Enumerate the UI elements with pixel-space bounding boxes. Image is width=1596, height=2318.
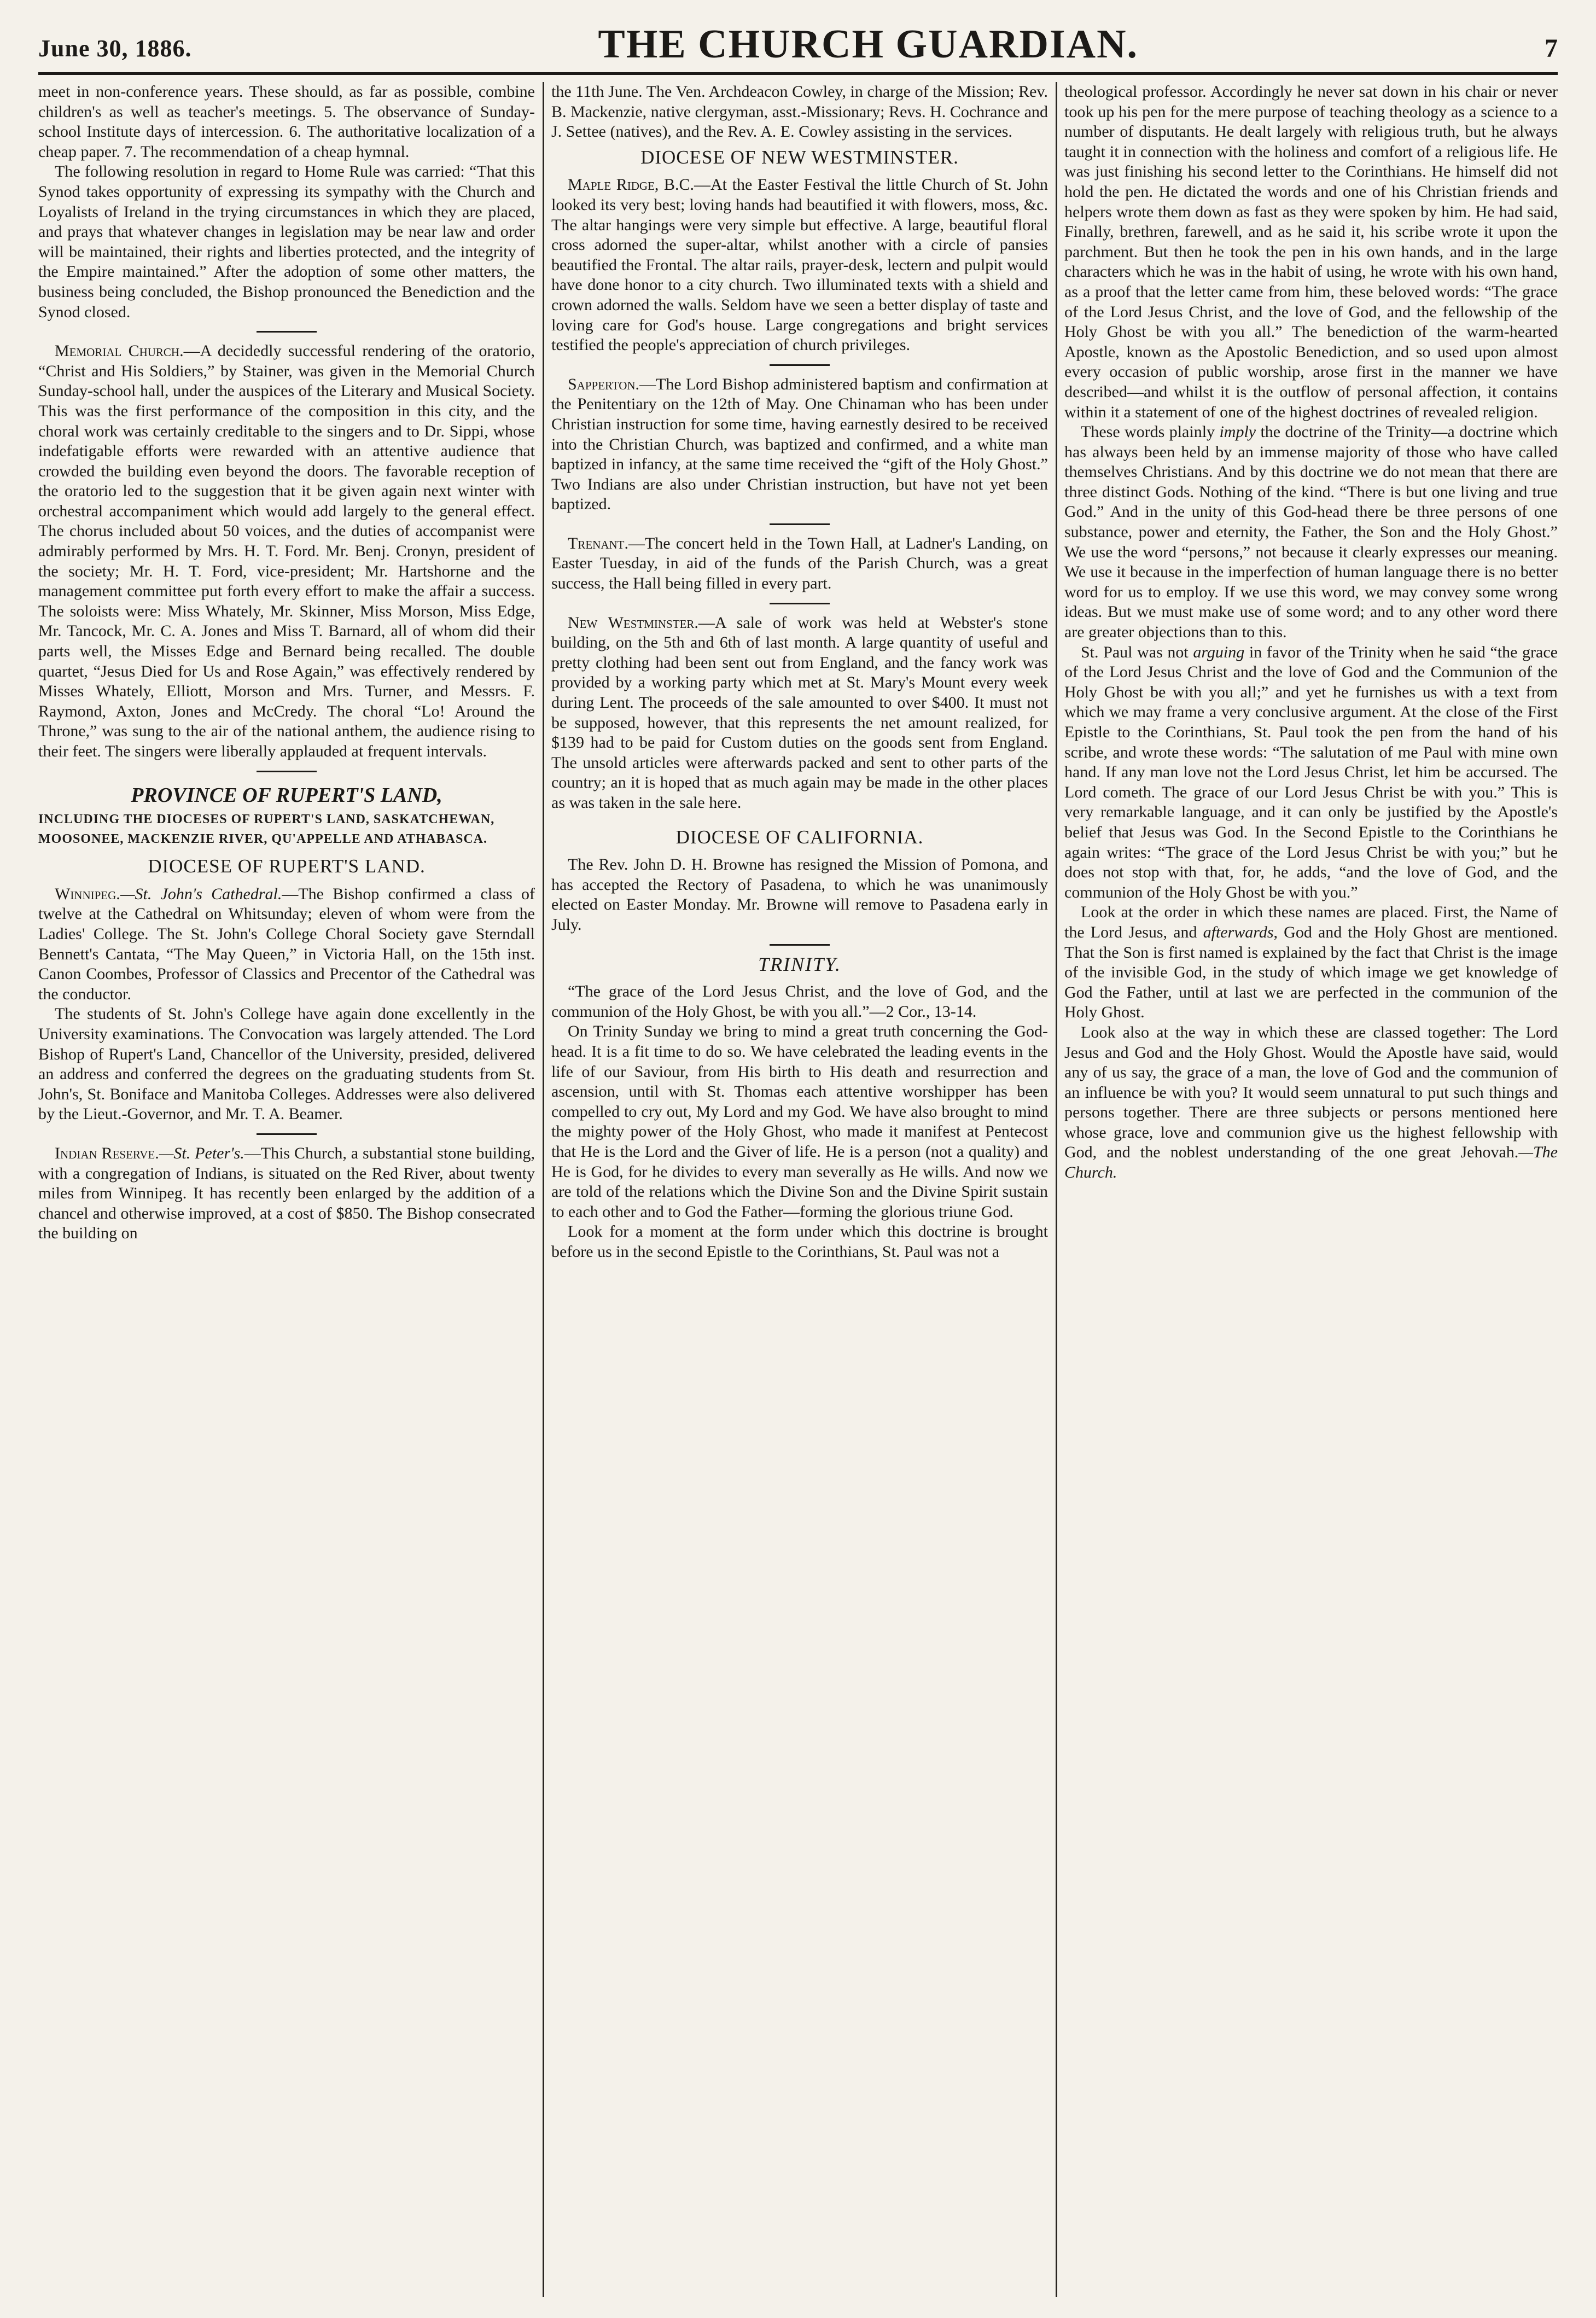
masthead-title: THE CHURCH GUARDIAN. [598, 22, 1139, 67]
article-text: —The Lord Bishop administered baptism and confirmation at the Penitentiary on the 12th of May. One Chinaman who has been under Christian instruction for some time, having earnestly desired to be received into the Christian Church, was baptized and confirmed, and a white man baptized in infancy, at the same time received the “gift of the Holy Ghost.” Two Indians are also under Christian instruction, but have not yet been baptized. [551, 375, 1048, 514]
page-header [38, 15, 1558, 70]
newspaper-page [38, 0, 1558, 2318]
article-text: These words plainly [1081, 423, 1220, 441]
article-text: B.C.—At the Easter Festival the little Church of St. John looked its very best; loving hands had beautified it with flowers, moss, &c. The altar hangings were very simple but effective. A large, beautiful floral cross adorned the super-altar, whilst another with a circle of pansies beautified the Frontal. The altar rails, prayer-desk, lectern and pulpit would have done honor to a city church. Two illuminated texts with a shield and crown adorned the walls. Seldom have we seen a better display of taste and loving care for God's house. Large congregations and bright services testified the people's appreciation of church privileges. [551, 176, 1048, 354]
article-text: —A decidedly successful rendering of the oratorio, “Christ and His Soldiers,” by Stainer, was given in the Memorial Church Sunday-school hall, under the auspices of the Literary and Musical Society. This was the first performance of the composition in this city, and the choral work was certainly creditable to the singers and to Dr. Sippi, whose indefatigable efforts were rewarded with an attentive audience that crowded the building even beyond the doors. The favorable reception of the oratorio led to the suggestion that it be given again next winter with orchestral accompaniment which would add largely to the general effect. The chorus included about 50 voices, and the duties of accompanist were admirably performed by Mrs. H. T. Ford. Mr. Benj. Cronyn, president of the society; Mr. H. T. Ford, vice-president; Mr. Hartshorne and the management committee put forth every effort to make the affair a success. The soloists were: Miss Whately, Mr. Skinner, Miss Morson, Miss Edge, Mr. Tancock, Mr. C. A. Jones and Miss T. Barnard, all of whom did their parts well, the Misses Edge and Bernard being recalled. The double quartet, “Jesus Died for Us and Rose Again,” was effectively rendered by Misses Whately, Elliott, Morson and Mrs. Turner, and Messrs. F. Raymond, Axton, Jones and McCredy. The choral “Lo! Around the Throne,” was sung to the air of the national anthem, the audience rising to their feet. The singers were liberally applauded at frequent intervals. [38, 342, 535, 760]
section-divider [257, 771, 317, 772]
province-subheading: INCLUDING THE DIOCESES OF RUPERT'S LAND, SASKATCHEWAN, MOOSONEE, MACKENZIE RIVER, QU'APPELLE AND ATHABASCA. [38, 812, 495, 847]
article-paragraph: The students of St. John's College have again done excellently in the University examinations. The Convocation was largely attended. The Lord Bishop of Rupert's Land, Chancellor of the University, presided, delivered an address and conferred the degrees on the graduating students from St. John's, St. Boniface and Manitoba Colleges. Addresses were also delivered by the Lieut.-Governor, and Mr. T. A. Beamer. [38, 1005, 535, 1123]
header-rule [38, 72, 1558, 75]
column-2 [551, 82, 1048, 2308]
section-divider [257, 331, 317, 333]
article-paragraph [38, 1144, 535, 1244]
article-lead: Memorial Church. [55, 342, 184, 360]
article-paragraph [1064, 422, 1558, 643]
article-lead: Winnipeg. [55, 884, 120, 903]
section-divider [770, 364, 830, 366]
article-paragraph: meet in non-conference years. These should, as far as possible, combine children's as well as teacher's meetings. 5. The observance of Sunday-school Institute days of intercession. 6. The authoritative localization of a cheap paper. 7. The recommendation of a cheap hymnal. [38, 83, 535, 161]
article-text: —This Church, a substantial stone building, with a congregation of Indians, is situated on the Red River, about twenty miles from Winnipeg. It has recently been enlarged by the addition of a chancel and otherwise improved, at a cost of $850. The Bishop consecrated the building on [38, 1144, 535, 1243]
article-text: , God and the Holy Ghost are mentioned. That the Son is first named is explained by the fact that Christ is the image of the invisible God, in the study of which image we get knowledge of God the Father, until at last we are perfected in the communion of the Holy Ghost. [1064, 923, 1558, 1022]
article-paragraph [1064, 1023, 1558, 1183]
article-sublead: —St. Peter's. [159, 1144, 244, 1162]
column-1 [38, 82, 535, 2308]
emphasis: imply [1219, 423, 1256, 441]
column-rule [1056, 82, 1057, 2297]
diocese-heading: DIOCESE OF NEW WESTMINSTER. [640, 146, 959, 168]
diocese-heading: DIOCESE OF RUPERT'S LAND. [148, 855, 426, 877]
article-signature: —The Church. [1064, 1143, 1558, 1182]
emphasis: arguing [1193, 643, 1245, 661]
article-paragraph [551, 613, 1048, 813]
article-text: —A sale of work was held at Webster's stone building, on the 5th and 6th of last month. A large quantity of useful and pretty clothing had been sent out from England, and the fancy work was provided by a working party which met at St. Mary's Mount every week during Lent. The proceeds of the sale amounted to over $400. It must not be supposed, however, that this represents the net amount realized, for $139 had to be paid for Custom duties on the goods sent from England. The unsold articles were afterwards packed and sent to other parts of the country; an it is hoped that as much again may be made in the other places as was taken in the sale here. [551, 613, 1048, 812]
section-divider [257, 1133, 317, 1135]
article-text: in favor of the Trinity when he said “the grace of the Lord Jesus Christ and the love of God and the Communion of the Holy Ghost be with you all;” and yet he furnishes us with a text from which we may frame a very conclusive argument. At the close of the First Epistle to the Corinthians, St. Paul took the pen from the hand of his scribe, and wrote these words: “The salutation of me Paul with mine own hand. If any man love not the Lord Jesus Christ, let him be accursed. The Lord cometh. The grace of our Lord Jesus Christ be with you.” This is very remarkable language, and it can only be justified by the Apostle's belief that Jesus was God. In the Second Epistle to the Corinthians he again writes: “The grace of the Lord Jesus Christ be with you;” but he does not stop with that, for, he adds, “and the love of God, and the communion of the Holy Ghost be with you.” [1064, 643, 1558, 901]
diocese-heading: DIOCESE OF CALIFORNIA. [675, 826, 924, 848]
article-text: Look at the order in which these names are placed. First, the Name of the Lord Jesus, and [1064, 903, 1558, 941]
article-paragraph [1064, 643, 1558, 903]
article-paragraph: The following resolution in regard to Home Rule was carried: “That this Synod takes opportunity of expressing its sympathy with the Church and Loyalists of Ireland in the trying circumstances in which they are placed, and prays that whatever changes in legislation may be near law and order will be maintained, their rights and liberties protected, and the integrity of the Empire maintained.” After the adoption of some other matters, the business being concluded, the Bishop pronounced the Benediction and the Synod closed. [38, 162, 535, 321]
article-paragraph [551, 534, 1048, 594]
column-rule [543, 82, 544, 2297]
issue-date: June 30, 1886. [38, 35, 192, 62]
article-paragraph [551, 375, 1048, 515]
article-paragraph [38, 884, 535, 1005]
article-lead: Indian Reserve. [55, 1144, 159, 1162]
trinity-heading: TRINITY. [758, 953, 841, 975]
article-text: the doctrine of the Trinity—a doctrine which has always been held by an immense majority of those who have called themselves Christians. And by this doctrine we do not mean that there are three distinct Gods. Nothing of the kind. “There is but one living and true God.” And in the unity of this God-head there be three persons of one substance, power and eternity, the Father, the Son and the Holy Ghost.” We use the word “persons,” not because it clearly expresses our meaning. We use it because in the imperfection of human language there is no better word for us to employ. If we use this word, we may convey some wrong ideas. But we must make use of some word; and to any other word there are greater objections than to this. [1064, 423, 1558, 642]
article-paragraph [551, 175, 1048, 355]
epigraph: “The grace of the Lord Jesus Christ, and the love of God, and the communion of the Holy Ghost, be with you all.”—2 Cor., 13-14. [551, 982, 1048, 1021]
article-lead: Sapperton. [568, 375, 640, 393]
section-divider [770, 523, 830, 525]
article-lead: Maple Ridge, [568, 176, 659, 194]
section-divider [770, 944, 830, 946]
article-paragraph: theological professor. Accordingly he never sat down in his chair or never took up his pen for the mere purpose of teaching theology as a science to a number of disputants. He dealt largely with religious truth, but he always taught it in connection with the holiness and comfort of a religious life. He was just finishing his second letter to the Corinthians. He himself did not hold the pen. He dictated the words and one of his Christian friends and helpers wrote them down as fast as they were spoken by him. He had said, Finally, brethren, farewell, and as he said it, his scribe wrote it upon the parchment. But then he took the pen in his own hands, and in the large characters which he was in the habit of using, he wrote with his own hand, as a proof that the letter came from him, these beloved words: “The grace of the Lord Jesus Christ, and the love of God, and the fellowship of the Holy Ghost be with you all.” The benediction of the warm-hearted Apostle, known as the Apostolic Benediction, and so used upon almost every occasion of public worship, arose first in the manner we have described—and whilst it is the outflow of personal affection, it contains within it a statement of one of the highest doctrines of revealed religion. [1064, 83, 1558, 421]
article-paragraph [38, 341, 535, 761]
page-number: 7 [1544, 34, 1558, 63]
article-lead: New Westminster. [568, 613, 698, 632]
article-paragraph: The Rev. John D. H. Browne has resigned the Mission of Pomona, and has accepted the Rectory of Pasadena, to which he was unanimously elected on Easter Monday. Mr. Browne will remove to Pasadena early in July. [551, 855, 1048, 934]
article-paragraph: On Trinity Sunday we bring to mind a great truth concerning the God-head. It is a fit time to do so. We have celebrated the leading events in the life of our Saviour, from His birth to His death and resurrection and ascension, until with St. Thomas each attentive worshipper has been compelled to cry out, My Lord and my God. We have also brought to mind the mighty power of the Holy Ghost, who made it manifest at Pentecost that He is the Lord and the Giver of life. He is a person (not a quality) and He is God, for he divides to every man severally as He wills. And now we are told of the relations which the Divine Son and the Divine Spirit sustain to each other and to God the Father—forming the glorious triune God. [551, 1022, 1048, 1221]
section-divider [770, 603, 830, 604]
article-text: Look also at the way in which these are classed together: The Lord Jesus and God and the Holy Ghost. Would the Apostle have said, would any of us say, the grace of a man, the love of God and the communion of an influence be with you? It would seem unnatural to put such things and persons together. There are three subjects or persons mentioned here whose grace, love and communion give us the highest fellowship with God, and the noblest understanding of the one great Jehovah. [1064, 1023, 1558, 1162]
article-paragraph: Look for a moment at the form under which this doctrine is brought before us in the second Epistle to the Corinthians, St. Paul was not a [551, 1222, 1048, 1261]
emphasis: afterwards [1203, 923, 1274, 941]
article-paragraph: the 11th June. The Ven. Archdeacon Cowley, in charge of the Mission; Rev. B. Mackenzie, native clergyman, asst.-Missionary; Revs. H. Cochrance and J. Settee (natives), and the Rev. A. E. Cowley assisting in the services. [551, 83, 1048, 141]
article-text: —The concert held in the Town Hall, at Ladner's Landing, on Easter Tuesday, in aid of the funds of the Parish Church, was a great success, the Hall being filled in every part. [551, 534, 1048, 593]
column-3 [1064, 82, 1558, 2308]
article-text: St. Paul was not [1081, 643, 1193, 661]
article-sublead: —St. John's Cathedral. [120, 884, 282, 903]
article-paragraph [1064, 902, 1558, 1023]
article-lead: Trenant. [568, 534, 628, 552]
province-heading: PROVINCE OF RUPERT'S LAND, [131, 783, 442, 807]
article-text: —The Bishop confirmed a class of twelve at the Cathedral on Whitsunday; eleven of whom were from the Ladies' College. The St. John's College Choral Society gave Sterndall Bennett's Cantata, “The May Queen,” in Victoria Hall, on the 15th inst. Canon Coombes, Professor of Classics and Precentor of the Cathedral was the conductor. [38, 884, 535, 1003]
